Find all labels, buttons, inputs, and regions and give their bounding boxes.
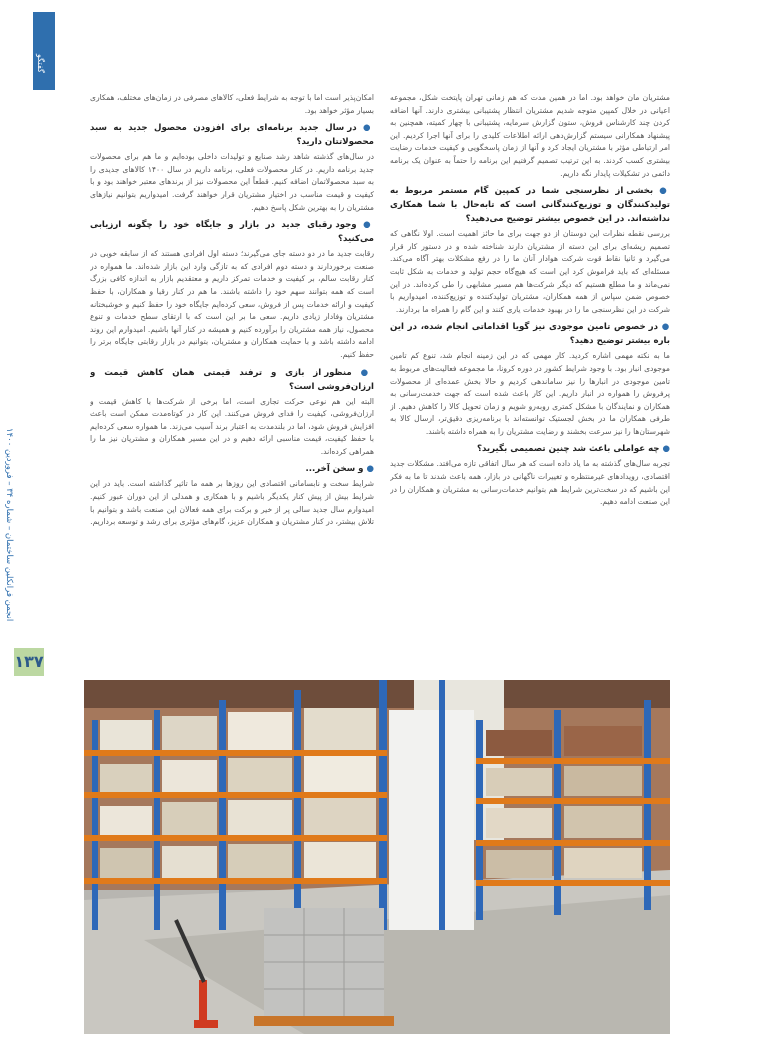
interview-question: ● در خصوص تامین موجودی نیز گویا اقداماتی انجام شده، در این باره بیشتر توضیح دهید؟ — [390, 322, 670, 347]
interview-question: ● و سخن آخر... — [305, 464, 374, 475]
magazine-strip — [0, 420, 22, 650]
interview-paragraph: تجربه سال‌های گذشته به ما یاد داده است که هر سال اتفاقی تازه می‌افتد. مشکلات جدید اقتصادی، رویدادهای غیرمنتظره و تغییرات ناگهانی در بازار، همه باعث شدند تا ما به فکر این باشیم که در سخت‌ترین شرایط هم بتوانیم خدمات‌رسانی به مشتریان و همکاران را در این صنعت ادامه دهیم. — [390, 459, 670, 507]
interview-question: ● در سال جدید برنامه‌ای برای افزودن محصول جدید به سبد محصولاتتان دارید؟ — [90, 123, 374, 148]
article-column-left — [90, 92, 374, 686]
page-number: ۱۳۷ — [14, 648, 44, 676]
magazine-issue-label: انجمن فرانکلین ساختمان – شماره ۳۴ – فروردین ۱۴۰۰ — [4, 428, 14, 622]
interview-paragraph: ما به نکته مهمی اشاره کردید. کار مهمی که در این زمینه انجام شد، تنوع کم تامین موجودی انبار بود. با وجود شرایط کشور در دوره کرونا، ما مجموعه فعالیت‌های مربوط به تامین موجودی در انبارها را نیز ساماندهی کردیم و حالا بخش عمده‌ای از محصولات پرفروش را همواره در انبار داریم. این کار باعث شده است که جهت خدمت‌رسانی به همکاران و نمایندگان با مشکل کمتری روبه‌رو شویم و زمان تحویل کالا را کاهش دهیم. از طرفی همکاران ما در بخش لجستیک توانسته‌اند با برنامه‌ریزی دقیق‌تر، ارسال کالا به شهرستان‌ها را نیز سرعت بخشند و رضایت مشتریان را به همراه داشته باشند. — [390, 351, 670, 436]
question-bullet-icon: ● — [659, 444, 670, 455]
interview-paragraph: بررسی نقطه نظرات این دوستان از دو جهت برای ما حائز اهمیت است. اولا نگاهی که تصمیم ریشه‌ای برای این دسته از مشتریان دارند شناخته شده و در دستور کار قرار می‌گیرد و ثانیا نقاط قوت شرکت هوادار آنان ما را در رفع مشکلات بهتر آگاه می‌کند. مسئله‌ای که باید فراموش کرد این است که هیچ‌گاه حجم تولید و خدمات به شکل ثابت نمی‌ماند و ما مطلع هستیم که دیگر شرکت‌ها هم مسیر مشابهی را طی کرده‌اند. در این خصوص ضمن سپاس از همه همکاران، مشتریان تولیدکننده و توزیع‌کننده، امیدواریم با شرکت در این نظرسنجی ما را در بهبود خدمات یاری کنند و این گام را همراه ما بردارند. — [390, 229, 670, 314]
question-bullet-icon: ● — [356, 220, 374, 231]
interview-paragraph: شرایط سخت و نابسامانی اقتصادی این روزها بر همه ما تاثیر گذاشته است. باید در این شرایط بیش از پیش کنار یکدیگر باشیم و با همکاری و همدلی از این دوران عبور کنیم. امیدوارم سال جدید سالی پر از خیر و برکت برای همه فعالان این صنعت باشد و بتوانیم با تلاش بیشتر، در کنار مشتریان و همکاران عزیز، گام‌های مؤثری برای رشد و توسعه برداریم. — [90, 479, 374, 527]
interview-paragraph: البته این هم نوعی حرکت تجاری است، اما برخی از شرکت‌ها با کاهش قیمت و ارزان‌فروشی، کیفیت را فدای فروش می‌کنند. این کار در کوتاه‌مدت ممکن است باعث افزایش فروش شود، اما در بلندمدت به اعتبار برند آسیب می‌زند. ما همواره سعی کرده‌ایم با حفظ کیفیت، قیمت مناسبی ارائه دهیم و در این مسیر همکاران و مشتریان نیز ما را همراهی کرده‌اند. — [90, 396, 374, 456]
section-tab-label: گفتگو — [36, 54, 45, 73]
article-column-right — [390, 92, 670, 686]
question-bullet-icon: ● — [653, 186, 670, 197]
interview-question: ● وجود رقبای جدید در بازار و جایگاه خود را چگونه ارزیابی می‌کنید؟ — [90, 220, 374, 245]
interview-question: ● بخشی از نظرسنجی شما در کمپین گام مستمر مربوط به تولیدکنندگان و توزیع‌کنندگانی است که تابه‌حال با شما همکاری نداشته‌اند. در این خصوص بیشتر توضیح می‌دهید؟ — [390, 186, 670, 225]
interview-question: ● چه عواملی باعث شد چنین تصمیمی بگیرید؟ — [476, 444, 670, 455]
warehouse-photo — [84, 680, 670, 1034]
interview-question: ● منظور از بازی و ترفند قیمتی همان کاهش قیمت و ارزان‌فروشی است؟ — [90, 367, 374, 392]
question-bullet-icon: ● — [658, 322, 670, 333]
interview-paragraph: رقابت جدید ما در دو دسته جای می‌گیرند؛ دسته اول افرادی هستند که از سابقه خوبی در صنعت برخوردارند و دسته دوم افرادی که به تازگی وارد این بازار شده‌اند. ما همواره در کنار رقابت سالم، بر کیفیت و خدمات تمرکز داریم و معتقدیم بازار به اندازه کافی بزرگ است که همه بتوانند سهم خود را داشته باشند. ما هم در کنار رقبا و همکاران، با حفظ کیفیت و ارائه خدمات پس از فروش، سعی کرده‌ایم جایگاه خود را حفظ کنیم و خوشبختانه مشتریان وفادار زیادی داریم. سعی ما بر این است که با ارتقای سطح خدمات و تنوع محصول، نیاز همه مشتریان را برآورده کنیم و همیشه در کنار آنها باشیم. امیدوارم این روند ادامه داشته باشد و با حمایت همکاران و مشتریان، بتوانیم در بازار رقابتی جایگاه برتر را حفظ کنیم. — [90, 249, 374, 359]
interview-paragraph: مشتریان مان خواهد بود. اما در همین مدت که هم زمانی تهران پایتخت شکل، مجموعه اعیانی در خلال کمپین متوجه شدیم مشتریان انتظار پشتیبانی بیشتری دارند. آنها اضافه کردن چند کارشناس فروش، ستون گزارش سرمایه، پشتیبانی با چهار کمیته، همچنین به پیشنهاد همکارانی سیستم گزارش‌دهی ارائه اطلاعات کلیدی را برای آنها اجرا کردیم. این امر ارتباطی مؤثر با مشتریان ایجاد کرد و آنها از زمان پاسخگویی و کیفیت خدمات رضایت بیشتری کسب کردند. به این ترتیب تصمیم گرفتیم این برنامه را حتماً به عنوان یک برنامه دائمی در تشکیلات پایدار نگه داریم. — [390, 93, 670, 178]
question-bullet-icon: ● — [351, 367, 374, 378]
interview-paragraph: در سال‌های گذشته شاهد رشد صنایع و تولیدات داخلی بوده‌ایم و ما هم برای محصولات جدید برنامه داریم. در کنار محصولات فعلی، برنامه داریم در سال ۱۴۰۰ کالاهای جدیدی را به سبد محصولاتمان اضافه کنیم. قطعاً این محصولات نیز از برندهای معتبر خواهند بود و با کیفیت و قیمت مناسب در اختیار مشتریان قرار خواهند گرفت. امیدواریم بتوانیم نیازهای مشتریان را به بهترین شکل پاسخ دهیم. — [90, 152, 374, 212]
question-bullet-icon: ● — [363, 464, 374, 475]
warehouse-illustration — [84, 680, 670, 1034]
section-tab — [33, 12, 55, 90]
interview-paragraph: امکان‌پذیر است اما با توجه به شرایط فعلی، کالاهای مصرفی در زمان‌های مختلف، همکاری بسیار مؤثر خواهد بود. — [90, 93, 374, 115]
question-bullet-icon: ● — [356, 123, 374, 134]
